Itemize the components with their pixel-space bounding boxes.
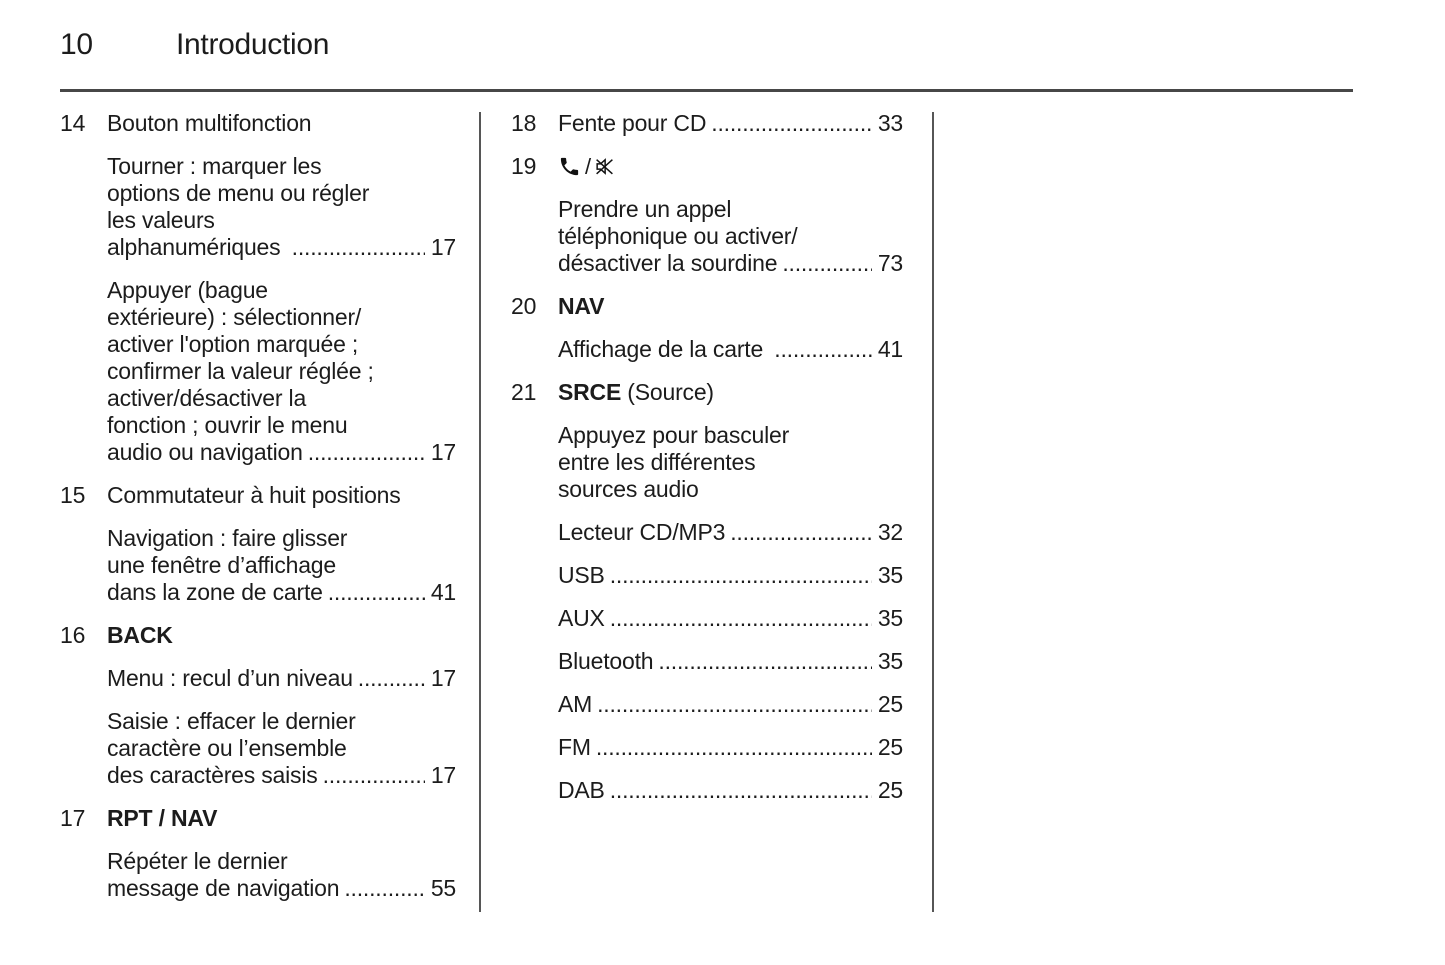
item-title: [558, 379, 903, 406]
leader-dots: [777, 250, 871, 277]
item-title-icons: [558, 153, 903, 180]
toc-block: [107, 525, 456, 606]
line-text: caractère ou l’ensemble: [107, 735, 347, 761]
line-text: confirmer la valeur réglée ;: [107, 358, 374, 384]
leader-dots: [605, 777, 872, 804]
item-title-part: (Source): [621, 379, 714, 405]
toc-line: [107, 331, 456, 358]
mute-icon: [595, 156, 614, 177]
line-text: Navigation : faire glisser: [107, 525, 348, 551]
toc-block: [107, 665, 456, 692]
toc-line: [107, 579, 456, 606]
leader-dots: [605, 562, 872, 589]
toc-line: [558, 562, 903, 589]
toc-block: [558, 379, 903, 406]
line-text: FM: [558, 734, 591, 760]
item-title-part: SRCE: [558, 379, 622, 405]
phone-icon: [558, 155, 581, 178]
toc-block: [558, 519, 903, 546]
page-number-header: 10: [60, 28, 93, 61]
line-text: Bouton multifonction: [107, 110, 312, 136]
line-text: Menu : recul d’un niveau: [107, 665, 353, 691]
toc-line: [107, 277, 456, 304]
page-ref: 25: [877, 691, 903, 717]
toc-line: [107, 180, 456, 207]
toc-line: [107, 665, 456, 692]
line-text: Commutateur à huit positions: [107, 482, 401, 508]
line-text: AUX: [558, 605, 605, 631]
toc-block: [107, 110, 456, 137]
toc-line: [558, 605, 903, 632]
line-text: NAV: [558, 293, 605, 319]
toc-line: [107, 552, 456, 579]
toc-line: [558, 449, 903, 476]
item-content: [558, 110, 903, 153]
line-text: une fenêtre d’affichage: [107, 552, 336, 578]
toc-line: [558, 734, 903, 761]
page-ref: 17: [430, 439, 456, 465]
column-divider: [479, 112, 481, 912]
toc-item: [60, 110, 456, 482]
page-ref: 33: [877, 110, 903, 136]
item-number: 21: [511, 379, 537, 405]
line-text: Répéter le dernier: [107, 848, 288, 874]
line-text: DAB: [558, 777, 605, 803]
toc-block: [558, 153, 903, 180]
toc-line: [107, 385, 456, 412]
item-title: [558, 293, 903, 320]
toc-block: [558, 734, 903, 761]
leader-dots: [303, 439, 425, 466]
leader-dots: [353, 665, 425, 692]
item-number: 17: [60, 805, 86, 831]
item-content: [107, 805, 456, 918]
line-text: activer l'option marquée ;: [107, 331, 359, 357]
item-content: [558, 293, 903, 379]
toc-line: [558, 223, 903, 250]
item-number: 20: [511, 293, 537, 319]
leader-dots: [653, 648, 871, 675]
item-content: [558, 153, 903, 293]
line-text: Fente pour CD: [558, 110, 707, 136]
line-text: BACK: [107, 622, 173, 648]
toc-block: [107, 708, 456, 789]
toc-line: [107, 735, 456, 762]
line-text: Prendre un appel: [558, 196, 732, 222]
line-text: fonction ; ouvrir le menu: [107, 412, 348, 438]
page-ref: 73: [877, 250, 903, 276]
page-ref: 32: [877, 519, 903, 545]
leader-dots: [605, 605, 872, 632]
line-text: Bluetooth: [558, 648, 654, 674]
icon-separator: /: [585, 154, 591, 179]
toc-line: [558, 422, 903, 449]
line-text: des caractères saisis: [107, 762, 318, 788]
toc-line: [107, 848, 456, 875]
line-text: entre les différentes: [558, 449, 756, 475]
toc-block: [558, 422, 903, 503]
line-text: audio ou navigation: [107, 439, 303, 465]
item-title: [107, 110, 456, 137]
page-ref: 35: [877, 648, 903, 674]
toc-line: [558, 648, 903, 675]
line-text: Appuyer (bague: [107, 277, 268, 303]
toc-line: [107, 358, 456, 385]
line-text: Appuyez pour basculer: [558, 422, 790, 448]
item-content: [107, 482, 456, 622]
toc-item: [511, 379, 903, 820]
leader-dots: [323, 579, 425, 606]
line-text: désactiver la sourdine: [558, 250, 778, 276]
page-ref: 35: [877, 605, 903, 631]
line-text: dans la zone de carte: [107, 579, 323, 605]
toc-block: [107, 482, 456, 509]
toc-block: [558, 196, 903, 277]
toc-column-middle: [511, 110, 903, 820]
leader-dots: [725, 519, 872, 546]
toc-line: [558, 476, 903, 503]
toc-block: [558, 648, 903, 675]
toc-block: [107, 805, 456, 832]
toc-block: [558, 110, 903, 137]
line-text: Saisie : effacer le dernier: [107, 708, 356, 734]
toc-block: [558, 691, 903, 718]
header-rule: [60, 89, 1353, 92]
line-text: Tourner : marquer les: [107, 153, 322, 179]
item-content: [107, 110, 456, 482]
leader-dots: [592, 691, 872, 718]
toc-line: [107, 153, 456, 180]
line-text: Affichage de la carte: [558, 336, 770, 362]
item-number: 16: [60, 622, 86, 648]
line-text: activer/désactiver la: [107, 385, 307, 411]
line-text: AM: [558, 691, 593, 717]
toc-column-left: [60, 110, 456, 918]
toc-line: [107, 439, 456, 466]
item-number: 15: [60, 482, 86, 508]
toc-line: [558, 110, 903, 137]
toc-block: [558, 293, 903, 320]
line-text: Lecteur CD/MP3: [558, 519, 726, 545]
leader-dots: [591, 734, 872, 761]
line-text: RPT / NAV: [107, 805, 218, 831]
page-ref: 25: [877, 734, 903, 760]
toc-line: [558, 250, 903, 277]
toc-block: [558, 562, 903, 589]
toc-line: [558, 196, 903, 223]
line-text: USB: [558, 562, 605, 588]
line-text: options de menu ou régler: [107, 180, 370, 206]
toc-item: [60, 622, 456, 805]
leader-dots: [339, 875, 424, 902]
leader-dots: [318, 762, 425, 789]
toc-line: [107, 762, 456, 789]
item-title: [107, 482, 456, 509]
toc-item: [511, 110, 903, 153]
toc-item: [60, 482, 456, 622]
toc-block: [107, 848, 456, 902]
item-content: [558, 379, 903, 820]
leader-dots: [769, 336, 872, 363]
toc-block: [558, 336, 903, 363]
toc-block: [558, 605, 903, 632]
toc-block: [107, 622, 456, 649]
item-title: [107, 622, 456, 649]
line-text: sources audio: [558, 476, 699, 502]
toc-line: [107, 207, 456, 234]
item-number: 19: [511, 153, 537, 179]
line-text: message de navigation: [107, 875, 340, 901]
line-text: alphanumériques: [107, 234, 287, 260]
page-ref: 25: [877, 777, 903, 803]
toc-line: [107, 304, 456, 331]
toc-line: [107, 412, 456, 439]
line-text: extérieure) : sélectionner/: [107, 304, 362, 330]
page-ref: 17: [430, 234, 456, 260]
toc-line: [558, 336, 903, 363]
toc-line: [107, 875, 456, 902]
item-number: 14: [60, 110, 86, 136]
page-ref: 17: [430, 665, 456, 691]
column-divider: [932, 112, 934, 912]
line-text: les valeurs: [107, 207, 215, 233]
toc-line: [558, 691, 903, 718]
leader-dots: [706, 110, 872, 137]
toc-item: [511, 153, 903, 293]
toc-line: [558, 777, 903, 804]
toc-line: [107, 234, 456, 261]
toc-line: [107, 708, 456, 735]
toc-line: [558, 519, 903, 546]
page-title: Introduction: [176, 28, 330, 61]
toc-item: [60, 805, 456, 918]
toc-line: [107, 525, 456, 552]
item-title: [107, 805, 456, 832]
page-ref: 35: [877, 562, 903, 588]
leader-dots: [287, 234, 425, 261]
line-text: téléphonique ou activer/: [558, 223, 798, 249]
item-number: 18: [511, 110, 537, 136]
toc-block: [107, 277, 456, 466]
toc-block: [107, 153, 456, 261]
page-ref: 41: [430, 579, 456, 605]
page-ref: 41: [877, 336, 903, 362]
item-content: [107, 622, 456, 805]
page-ref: 17: [430, 762, 456, 788]
toc-block: [558, 777, 903, 804]
toc-item: [511, 293, 903, 379]
page-ref: 55: [430, 875, 456, 901]
